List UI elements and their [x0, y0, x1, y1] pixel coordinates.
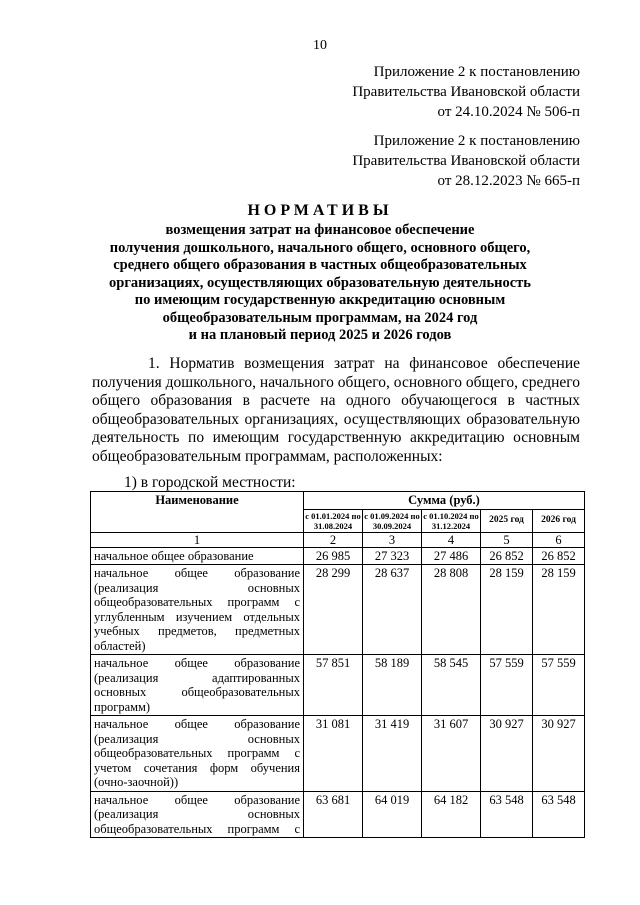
appendix-line: Правительства Ивановской области [352, 153, 580, 169]
row-name: начальное общее образование [91, 547, 304, 565]
row-value: 57 559 [481, 655, 533, 716]
column-number: 4 [422, 532, 481, 547]
appendix-header-current [352, 62, 580, 122]
subtitle-line: организациях, осуществляющих образовательную деятельность [109, 274, 531, 291]
appendix-line: от 28.12.2023 № 665-п [437, 173, 580, 189]
subheader-period-2: с 01.09.2024 по 30.09.2024 [364, 510, 420, 531]
page-number: 10 [313, 38, 327, 53]
subtitle-line: среднего общего образования в частных общеобразовательных [113, 257, 527, 273]
column-number: 1 [91, 532, 304, 547]
row-value: 27 486 [422, 547, 481, 565]
appendix-line: Правительства Ивановской области [352, 84, 580, 100]
row-value: 26 985 [304, 547, 363, 565]
row-value: 28 299 [304, 565, 363, 655]
row-value: 31 081 [304, 716, 363, 792]
column-number-row [91, 532, 585, 547]
column-number: 3 [363, 532, 422, 547]
row-value: 64 019 [363, 791, 422, 838]
appendix-line: Приложение 2 к постановлению [373, 133, 580, 149]
subheader-period-3: с 01.10.2024 по 31.12.2024 [423, 510, 479, 531]
row-value: 57 559 [533, 655, 585, 716]
appendix-header-previous [352, 131, 580, 191]
row-value: 63 548 [481, 791, 533, 838]
row-value: 30 927 [533, 716, 585, 792]
row-value: 64 182 [422, 791, 481, 838]
subheader-2025: 2025 год [481, 509, 533, 532]
row-name: начальное общее образование (реализация основных общеобразовательных программ с углубленным изучением отдельных учебных предметов, предметных областей) [91, 565, 304, 655]
row-value: 31 419 [363, 716, 422, 792]
column-number: 5 [481, 532, 533, 547]
row-value: 31 607 [422, 716, 481, 792]
document-title-block [60, 202, 580, 345]
row-value: 27 323 [363, 547, 422, 565]
row-value: 57 851 [304, 655, 363, 716]
norm-table [90, 491, 585, 838]
row-value: 28 637 [363, 565, 422, 655]
row-value: 28 159 [481, 565, 533, 655]
paragraph-1 [92, 355, 580, 466]
row-value: 26 852 [533, 547, 585, 565]
row-name: начальное общее образование (реализация основных общеобразовательных программ с [91, 791, 304, 838]
header-name: Наименование [91, 492, 304, 533]
subheader-period-1: с 01.01.2024 по 31.08.2024 [305, 510, 361, 531]
column-number: 2 [304, 532, 363, 547]
subtitle-line: и на плановый период 2025 и 2026 годов [188, 327, 452, 343]
row-name: начальное общее образование (реализация адаптированных основных общеобразовательных программ) [91, 655, 304, 716]
row-value: 28 808 [422, 565, 481, 655]
table-row [91, 655, 585, 716]
paragraph-1-text: 1. Норматив возмещения затрат на финансовое обеспечение получения дошкольного, начального общего, основного общего, среднего общего образования в расчете на одного обучающегося в частных общеобразовательных организациях, осуществляющих образовательную деятельность по имеющим государственную аккредитацию основным общеобразовательным программам, расположенных: [92, 355, 580, 465]
appendix-line: от 24.10.2024 № 506-п [437, 104, 580, 120]
row-value: 30 927 [481, 716, 533, 792]
table-header-row [91, 492, 585, 510]
subtitle-line: общеобразовательным программам, на 2024 год [162, 309, 478, 326]
row-value: 58 545 [422, 655, 481, 716]
document-subtitle [60, 222, 580, 345]
subtitle-line: по имеющим государственную аккредитацию основным [134, 292, 506, 308]
header-sum: Сумма (руб.) [304, 492, 585, 510]
subheader-2026: 2026 год [533, 509, 585, 532]
row-value: 63 681 [304, 791, 363, 838]
row-value: 28 159 [533, 565, 585, 655]
row-value: 63 548 [533, 791, 585, 838]
table-row [91, 716, 585, 792]
subtitle-line: возмещения затрат на финансовое обеспечение [165, 222, 475, 238]
subtitle-line: получения дошкольного, начального общего, основного общего, [109, 239, 531, 256]
table-row [91, 791, 585, 838]
table-row [91, 565, 585, 655]
item-1-label: 1) в городской местности: [124, 474, 296, 491]
row-name: начальное общее образование (реализация основных общеобразовательных программ с учетом сочетания форм обучения (очно-заочной)) [91, 716, 304, 792]
document-title: НОРМАТИВЫ [247, 202, 393, 219]
row-value: 26 852 [481, 547, 533, 565]
column-number: 6 [533, 532, 585, 547]
appendix-line: Приложение 2 к постановлению [373, 64, 580, 80]
table-row [91, 547, 585, 565]
row-value: 58 189 [363, 655, 422, 716]
